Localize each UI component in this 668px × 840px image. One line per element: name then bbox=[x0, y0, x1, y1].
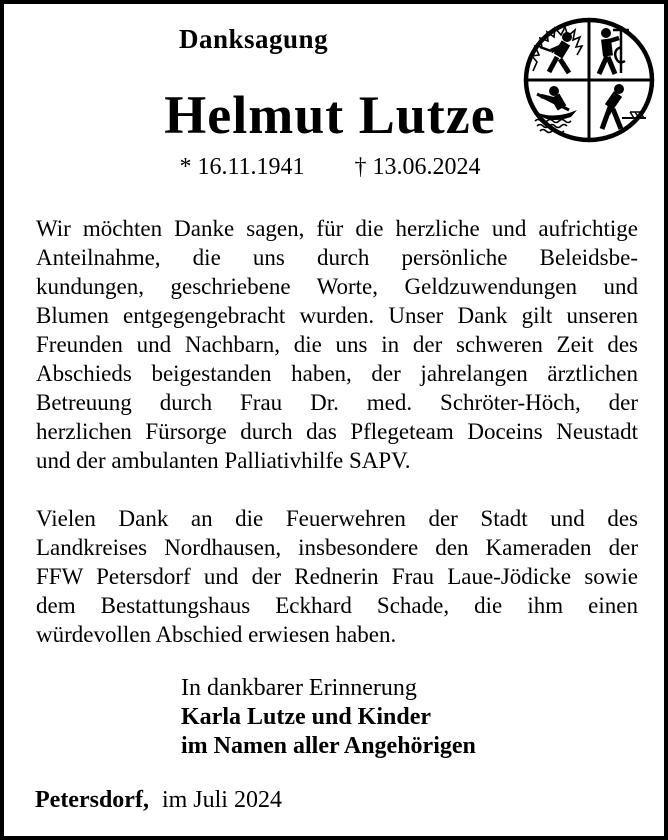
paragraph-line: Anteilnahme, die uns durch persönliche Beleidsbe- bbox=[36, 245, 638, 270]
closing-line-family: Karla Lutze und Kinder bbox=[181, 704, 432, 730]
notice-type-heading: Danksagung bbox=[179, 24, 329, 54]
paragraph-line: Abschieds beigestanden haben, der jahrelangen ärztlichen bbox=[36, 361, 638, 386]
closing-line-relatives: im Namen aller Angehörigen bbox=[181, 733, 476, 759]
paragraph-line: FFW Petersdorf und der Rednerin Frau Laue-Jödicke sowie bbox=[36, 564, 638, 589]
place-name: Petersdorf, bbox=[35, 787, 149, 813]
thanks-paragraph-1 bbox=[36, 214, 638, 475]
paragraph-line: und der ambulanten Palliativhilfe SAPV. bbox=[36, 448, 411, 473]
paragraph-line: Wir möchten Danke sagen, für die herzliche und aufrichtige bbox=[36, 216, 638, 241]
notice-date: im Juli 2024 bbox=[161, 787, 282, 813]
death-date: † 13.06.2024 bbox=[354, 154, 481, 180]
paragraph-line: herzlichen Fürsorge durch das Pflegeteam Doceins Neustadt bbox=[36, 419, 638, 444]
birth-date: * 16.11.1941 bbox=[179, 154, 305, 180]
paragraph-line: dem Bestattungshaus Eckhard Schade, die ihm einen bbox=[36, 593, 638, 618]
deceased-name: Helmut Lutze bbox=[164, 85, 496, 145]
paragraph-line: Betreuung durch Frau Dr. med. Schröter-Höch, der bbox=[36, 390, 638, 415]
paragraph-line: Landkreises Nordhausen, insbesondere den Kameraden der bbox=[36, 535, 638, 560]
paragraph-line: kundungen, geschriebene Worte, Geldzuwendungen und bbox=[36, 274, 638, 299]
paragraph-line: Vielen Dank an die Feuerwehren der Stadt und des bbox=[36, 506, 638, 531]
life-dates bbox=[4, 152, 656, 182]
place-and-date bbox=[35, 785, 282, 815]
closing-block bbox=[181, 674, 476, 761]
paragraph-line: würdevollen Abschied erwiesen haben. bbox=[36, 622, 397, 647]
closing-line-memory: In dankbarer Erinnerung bbox=[181, 675, 417, 701]
thanks-paragraph-2 bbox=[36, 504, 638, 649]
paragraph-line: Blumen entgegengebracht wurden. Unser Dank gilt unseren bbox=[36, 303, 638, 328]
paragraph-line: Freunden und Nachbarn, die uns in der schweren Zeit des bbox=[36, 332, 638, 357]
